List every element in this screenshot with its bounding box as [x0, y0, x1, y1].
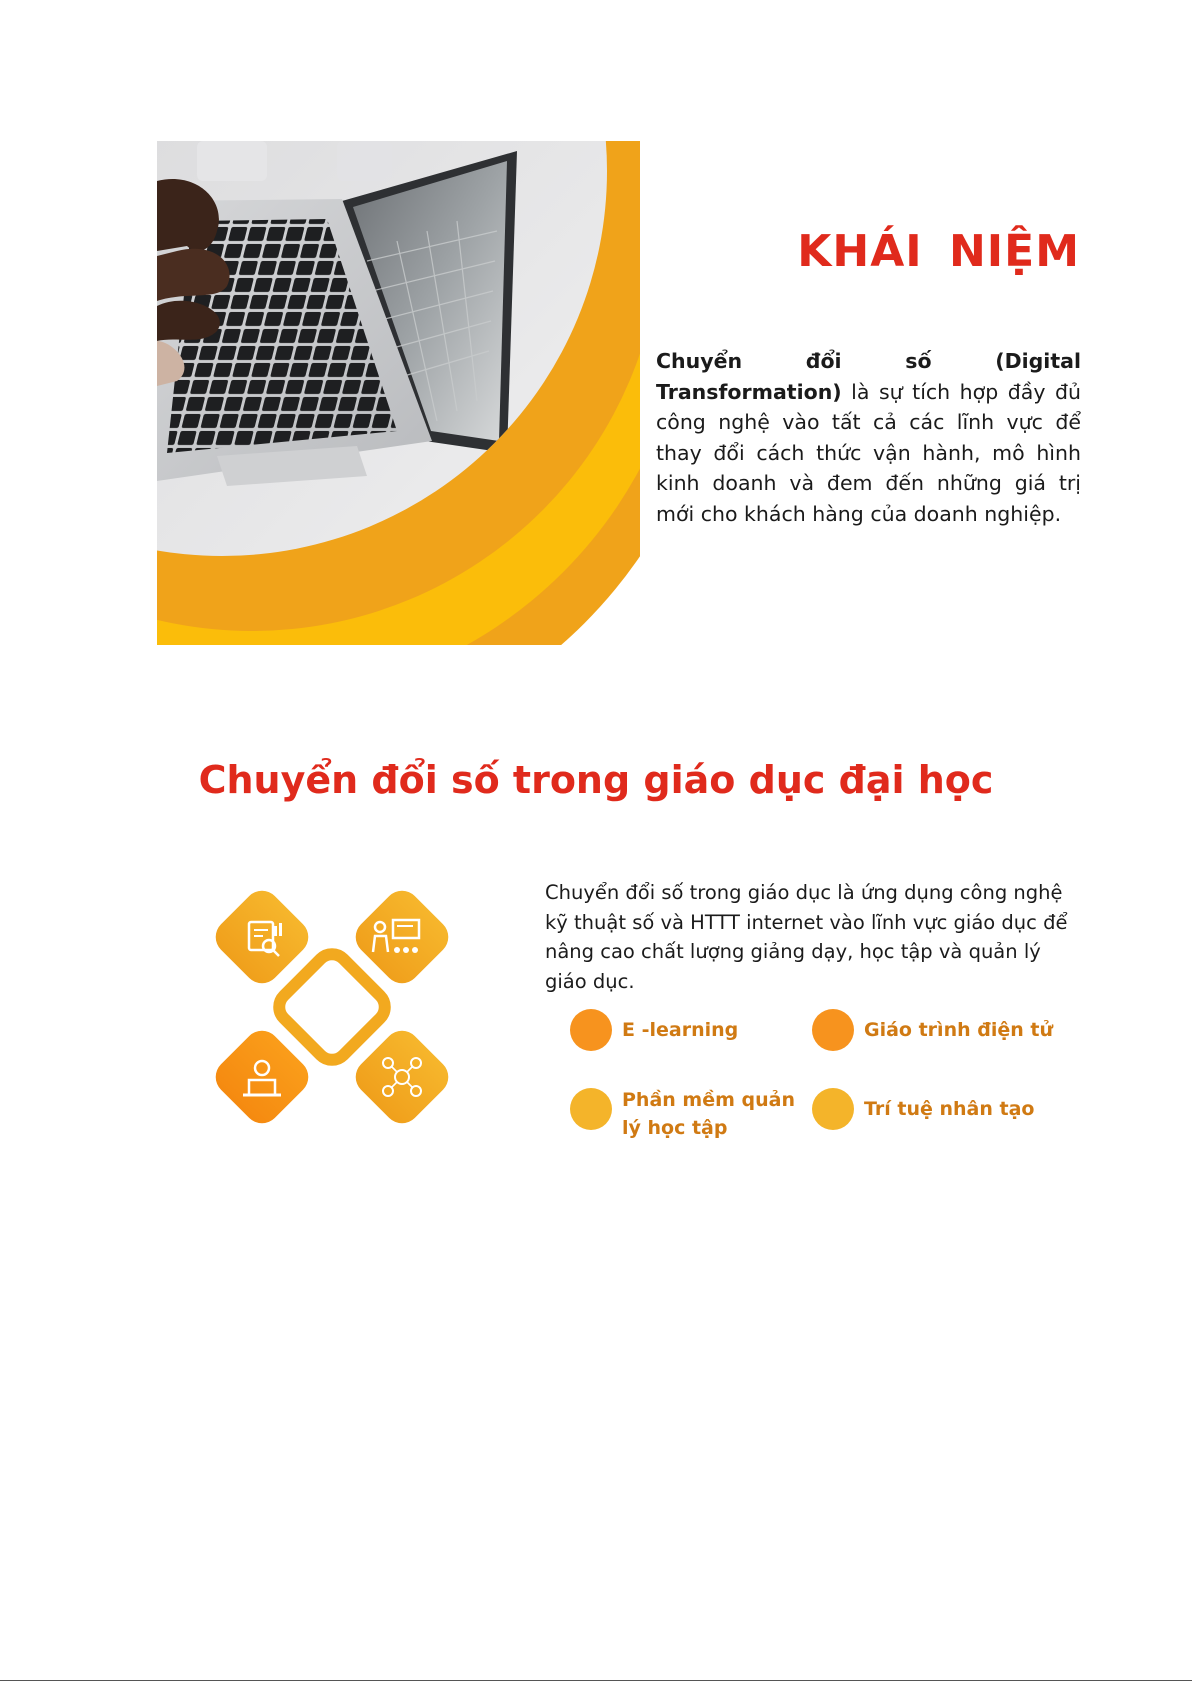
feature-item-lms — [570, 1088, 802, 1142]
education-intro: Chuyển đổi số trong giáo dục là ứng dụng công nghệ kỹ thuật số và HTTT internet vào lĩnh vực giáo dục để nâng cao chất lượng giảng dạy, học tập và quản lý giáo dục. — [545, 881, 1068, 993]
concept-term: Chuyển đổi số (Digital Transformation) — [656, 349, 1081, 404]
concept-title: KHÁI NIỆM — [797, 226, 1080, 277]
feature-item-elearning — [570, 1009, 738, 1051]
center-diamond-frame — [273, 948, 392, 1067]
feature-label: Giáo trình điện tử — [864, 1019, 1053, 1041]
feature-item-ai — [812, 1088, 1034, 1130]
yellow-circle-icon — [812, 1088, 854, 1130]
education-section-title: Chuyển đổi số trong giáo dục đại học — [198, 758, 994, 802]
yellow-circle-icon — [570, 1088, 612, 1130]
orange-circle-icon — [812, 1009, 854, 1051]
orange-circle-icon — [570, 1009, 612, 1051]
diamond-icon-grid — [205, 880, 505, 1160]
hero-laptop-image — [157, 141, 640, 645]
feature-label: E -learning — [622, 1019, 739, 1041]
page-bottom-rule — [0, 1680, 1192, 1681]
feature-item-ebook — [812, 1009, 1053, 1051]
feature-label: Phần mềm quản lý học tập — [622, 1089, 795, 1139]
concept-definition — [656, 346, 1081, 529]
concept-body: là sự tích hợp đầy đủ công nghệ vào tất cả các lĩnh vực để thay đổi cách thức vận hành, mô hình kinh doanh và đem đến những giá trị mới cho khách hàng của doanh nghiệp. — [656, 379, 1081, 526]
feature-label: Trí tuệ nhân tạo — [864, 1098, 1035, 1120]
